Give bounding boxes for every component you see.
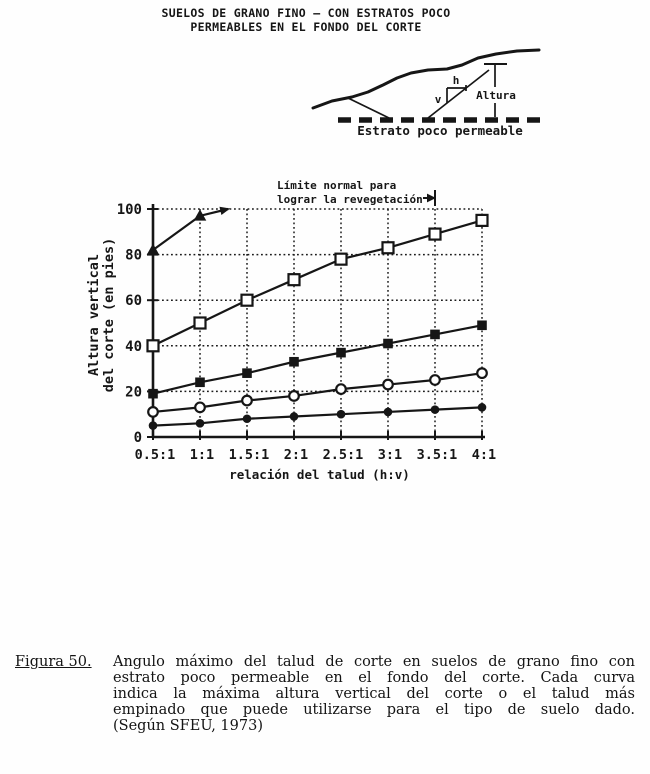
caption-line: estrato poco permeable en el fondo del corte. Cada curva [113,670,635,686]
data-point-open-circle [148,407,158,417]
svg-text:0: 0 [133,430,142,446]
revegetation-limit-annotation [277,179,436,206]
h-label: h [452,74,460,87]
x-axis-tick-labels [135,447,497,463]
data-point-open-square [289,274,300,285]
figure-title-line-1: SUELOS DE GRANO FINO – CON ESTRATOS POCO [161,6,451,20]
data-point-filled-square [242,368,252,378]
y-axis-title: Altura vertical [86,254,102,376]
svg-text:1.5:1: 1.5:1 [228,447,270,463]
data-point-filled-circle [243,414,252,423]
data-point-filled-square [477,320,487,330]
svg-text:20: 20 [125,384,142,401]
data-point-filled-circle [431,405,440,414]
figure-caption [15,654,635,734]
data-point-open-square [430,229,441,240]
data-point-open-square [477,215,488,226]
y-axis-title: del corte (en pies) [101,237,117,393]
data-point-filled-circle [478,403,487,412]
caption-source: (Según SFEU, 1973) [113,718,263,734]
caption-line: indica la máxima altura vertical del corte o el talud más [113,686,635,702]
figure-caption-label: Figura 50. [15,654,92,670]
data-point-open-circle [383,380,393,390]
data-point-filled-circle [149,421,158,430]
figure-title [100,6,512,34]
data-point-filled-square [148,389,158,399]
data-point-filled-square [383,339,393,349]
data-point-filled-circle [337,410,346,419]
left-cut-line [348,98,389,118]
svg-text:100: 100 [116,202,142,218]
data-point-filled-square [430,330,440,340]
svg-text:1:1: 1:1 [189,447,215,463]
svg-text:2.5:1: 2.5:1 [322,447,364,463]
data-point-open-circle [289,391,299,401]
data-point-open-circle [477,368,487,378]
svg-text:Límite normal para: Límite normal para [277,179,397,192]
data-point-open-square [383,242,394,253]
data-point-open-circle [195,403,205,413]
y-axis-tick-labels [117,202,142,446]
figure-title-line-2: PERMEABLES EN EL FONDO DEL CORTE [190,20,422,34]
svg-text:0.5:1: 0.5:1 [134,447,176,463]
altura-label: Altura [476,89,516,102]
data-point-filled-circle [196,419,205,428]
data-point-open-circle [430,375,440,385]
data-point-open-circle [242,396,252,406]
svg-text:3:1: 3:1 [377,447,403,463]
data-point-open-square [242,295,253,306]
svg-text:40: 40 [125,338,142,355]
data-point-filled-square [289,357,299,367]
caption-line: Angulo máximo del talud de corte en suelos de grano fino con [113,654,635,670]
figure-caption-body [113,654,635,734]
x-axis-title: relación del talud (h:v) [229,467,410,482]
svg-text:80: 80 [125,247,142,264]
estrato-label: Estrato poco permeable [357,123,523,138]
data-point-filled-triangle [147,244,160,255]
data-point-filled-square [336,348,346,358]
series-filled-triangle [147,204,231,254]
data-point-open-circle [336,384,346,394]
data-point-filled-circle [290,412,299,421]
data-point-filled-circle [384,408,393,417]
max-cut-height-chart [0,150,650,490]
data-point-open-square [195,318,206,329]
slope-cut-diagram [300,38,555,142]
svg-text:4:1: 4:1 [471,447,497,463]
caption-line: empinado que puede utilizarse para el tipo de suelo dado. [113,702,635,718]
svg-text:60: 60 [125,293,142,310]
data-point-filled-square [195,377,205,387]
svg-text:3.5:1: 3.5:1 [416,447,458,463]
data-point-open-square [148,340,159,351]
series-filled-square [148,320,487,398]
data-point-open-square [336,254,347,265]
v-label: v [434,93,442,106]
svg-text:2:1: 2:1 [283,447,309,463]
svg-text:lograr la revegetación: lograr la revegetación [277,193,423,206]
